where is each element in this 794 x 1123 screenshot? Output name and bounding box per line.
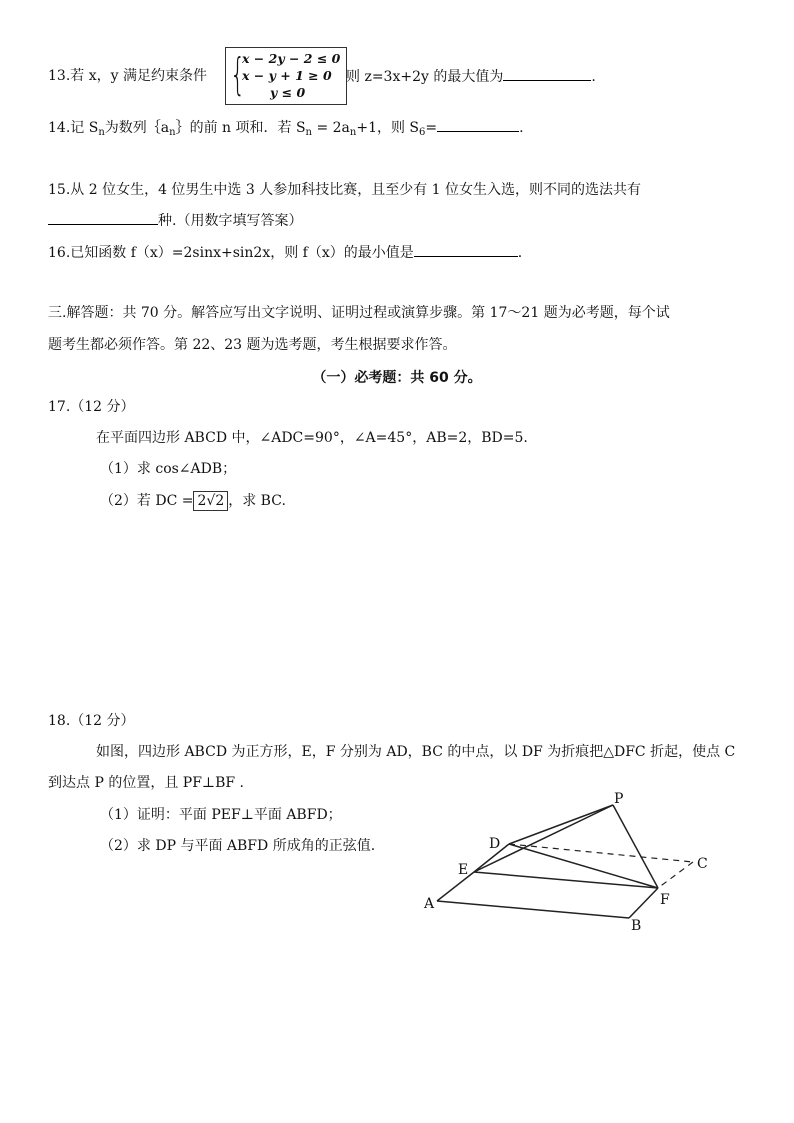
q15-line2-text: 种.（用数字填写答案） (158, 213, 303, 229)
q13-prefix: 13.若 x，y 满足约束条件 (48, 68, 207, 84)
q18-part1: （1）证明：平面 PEF⊥平面 ABFD； (100, 807, 342, 823)
section3-line2: 题考生都必须作答。第 22、23 题为选考题，考生根据要求作答。 (48, 337, 457, 353)
q14-text-3: ｝的前 n 项和．若 S (175, 120, 306, 136)
q14-answer-blank[interactable] (437, 117, 519, 132)
edge-CF-dashed (658, 862, 693, 888)
label-B: B (631, 918, 642, 934)
edge-BF (629, 888, 658, 918)
q14-sub-2: n (169, 127, 176, 138)
edge-PF (613, 805, 658, 888)
edge-AB (437, 901, 629, 918)
q17-root-box: 2√2 (193, 491, 228, 511)
q16: 16.已知函数 f（x）=2sinx+sin2x，则 f（x）的最小值是 . (48, 242, 522, 263)
q17-part2-text-a: （2）若 DC = (100, 493, 194, 509)
q14-text-2: 为数列｛a (104, 120, 170, 136)
q14-sub-1: n (98, 127, 105, 138)
q14-text-4: = 2a (312, 120, 350, 136)
q17-part2-text-b: ，求 BC. (228, 493, 286, 509)
q17-part1: （1）求 cos∠ADB； (100, 461, 237, 477)
edge-DC-dashed (509, 844, 693, 862)
q16-answer-blank[interactable] (414, 242, 518, 257)
label-F: F (660, 892, 670, 908)
q15-line1: 15.从 2 位女生，4 位男生中选 3 人参加科技比赛，且至少有 1 位女生入选，则不同的选法共有 (48, 182, 642, 198)
edge-DF (509, 844, 658, 888)
edge-ED (474, 844, 509, 872)
q17-part2 (100, 491, 286, 511)
q13-suffix: 则 z=3x+2y 的最大值为 . (346, 66, 596, 87)
constraint-3: y ≤ 0 (270, 85, 306, 100)
label-E: E (458, 862, 469, 878)
label-D: D (489, 836, 501, 852)
q13-suffix-text: 则 z=3x+2y 的最大值为 (346, 69, 504, 85)
q14-sub-3: n (305, 127, 312, 138)
edge-DP (509, 805, 613, 844)
left-brace-icon: { (230, 49, 246, 100)
q18-part2: （2）求 DP 与平面 ABFD 所成角的正弦值. (100, 838, 376, 854)
q14: 14.记 $S_n$为数列$\{a_n\}$的前 n 项和．若 $S_n = 2a_n+1$，则 $S_6=$ . (48, 117, 524, 143)
q18-header: 18.（12 分） (48, 713, 135, 729)
q14-text-1: 14.记 S (48, 120, 99, 136)
edge-AE (437, 872, 474, 901)
q14-sub-4: n (349, 127, 357, 138)
edge-EP (474, 805, 613, 872)
q18-stem2: 到达点 P 的位置，且 PF⊥BF . (48, 775, 244, 791)
q16-text: 16.已知函数 f（x）=2sinx+sin2x，则 f（x）的最小值是 (48, 245, 414, 261)
section3-line1: 三.解答题：共 70 分。解答应写出文字说明、证明过程或演算步骤。第 17～21 题为必考题，每个试 (48, 305, 670, 321)
q17-header: 17.（12 分） (48, 399, 135, 415)
q13-answer-blank[interactable] (503, 66, 591, 81)
constraint-system-box (225, 47, 347, 105)
q18-stem1: 如图，四边形 ABCD 为正方形，E，F 分别为 AD，BC 的中点，以 DF 为折痕把△DFC 折起，使点 C (96, 744, 736, 760)
q14-text-5: +1，则 S (356, 120, 420, 136)
q14-sub-5: 6 (419, 127, 426, 138)
label-C: C (697, 856, 708, 872)
label-P: P (614, 791, 624, 807)
label-A: A (424, 896, 435, 912)
edge-EF (474, 872, 658, 888)
constraint-1: x − 2y − 2 ≤ 0 (242, 51, 341, 66)
q15-answer-blank[interactable] (48, 210, 158, 225)
q17-stem: 在平面四边形 ABCD 中，∠ADC=90°，∠A=45°，AB=2，BD=5. (96, 430, 528, 446)
section-heading: （一）必考题：共 60 分。 (312, 370, 482, 386)
q15-line2 (48, 210, 302, 231)
constraint-2: x − y + 1 ≥ 0 (242, 68, 332, 83)
q14-text-6: = (425, 120, 438, 136)
